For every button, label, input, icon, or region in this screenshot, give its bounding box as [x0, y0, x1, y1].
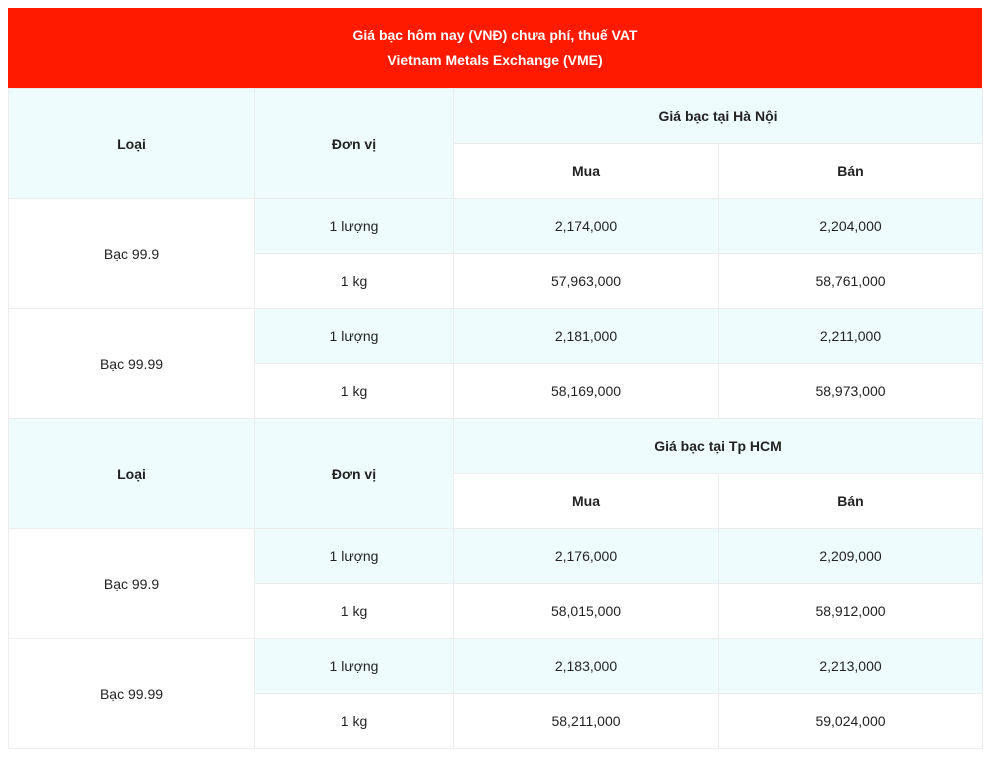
table-subtitle: Vietnam Metals Exchange (VME): [387, 52, 603, 68]
sell-price-cell: 2,209,000: [719, 529, 983, 584]
section-header-row: [9, 89, 983, 144]
buy-price-cell: 2,183,000: [454, 639, 719, 694]
sell-price-cell: 2,204,000: [719, 199, 983, 254]
table-row: [9, 529, 983, 584]
buy-price-cell: 57,963,000: [454, 254, 719, 309]
sell-column-header: Bán: [719, 474, 983, 529]
buy-price-cell: 58,015,000: [454, 584, 719, 639]
buy-price-cell: 58,211,000: [454, 694, 719, 749]
silver-price-table: [8, 88, 983, 749]
sell-price-cell: 2,213,000: [719, 639, 983, 694]
region-header-hcm: Giá bạc tại Tp HCM: [454, 419, 983, 474]
buy-price-cell: 2,181,000: [454, 309, 719, 364]
type-column-header: Loại: [9, 419, 255, 529]
region-header-hanoi: Giá bạc tại Hà Nội: [454, 89, 983, 144]
unit-column-header: Đơn vị: [255, 89, 454, 199]
unit-cell: 1 kg: [255, 254, 454, 309]
unit-cell: 1 lượng: [255, 529, 454, 584]
buy-price-cell: 58,169,000: [454, 364, 719, 419]
sell-column-header: Bán: [719, 144, 983, 199]
buy-column-header: Mua: [454, 474, 719, 529]
product-name-cell: Bạc 99.9: [9, 199, 255, 309]
table-row: [9, 639, 983, 694]
table-title: Giá bạc hôm nay (VNĐ) chưa phí, thuế VAT: [352, 27, 638, 43]
buy-price-cell: 2,174,000: [454, 199, 719, 254]
buy-column-header: Mua: [454, 144, 719, 199]
section-header-row: [9, 419, 983, 474]
silver-price-table-container: [8, 8, 982, 749]
unit-cell: 1 kg: [255, 584, 454, 639]
sell-price-cell: 58,912,000: [719, 584, 983, 639]
unit-cell: 1 lượng: [255, 639, 454, 694]
unit-cell: 1 lượng: [255, 199, 454, 254]
product-name-cell: Bạc 99.99: [9, 309, 255, 419]
unit-cell: 1 lượng: [255, 309, 454, 364]
table-title-banner: [8, 8, 982, 88]
unit-cell: 1 kg: [255, 364, 454, 419]
product-name-cell: Bạc 99.9: [9, 529, 255, 639]
table-row: [9, 309, 983, 364]
type-column-header: Loại: [9, 89, 255, 199]
buy-price-cell: 2,176,000: [454, 529, 719, 584]
table-row: [9, 199, 983, 254]
sell-price-cell: 59,024,000: [719, 694, 983, 749]
unit-column-header: Đơn vị: [255, 419, 454, 529]
sell-price-cell: 58,973,000: [719, 364, 983, 419]
product-name-cell: Bạc 99.99: [9, 639, 255, 749]
unit-cell: 1 kg: [255, 694, 454, 749]
sell-price-cell: 2,211,000: [719, 309, 983, 364]
sell-price-cell: 58,761,000: [719, 254, 983, 309]
